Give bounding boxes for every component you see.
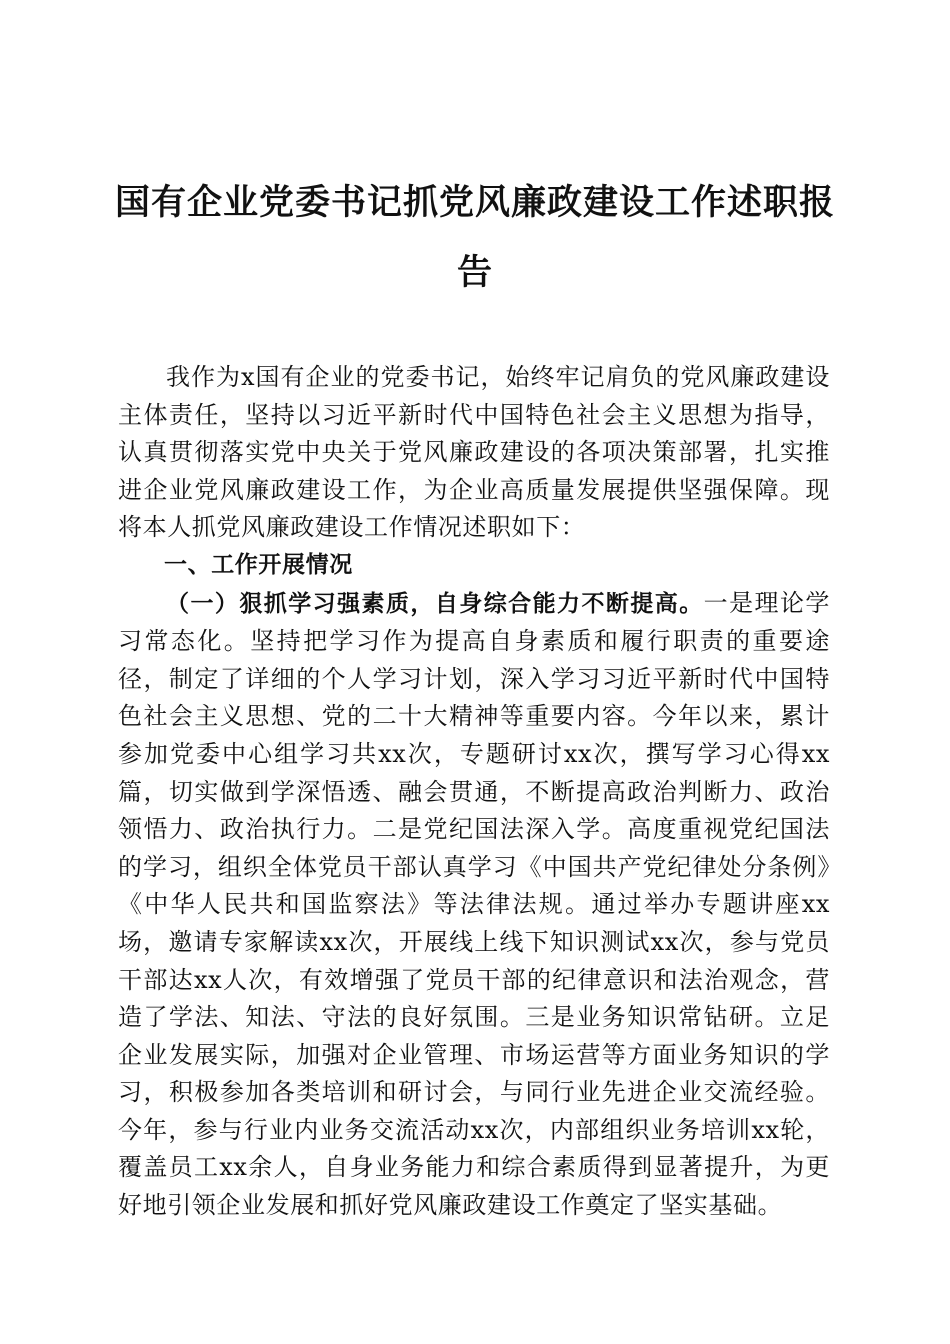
intro-paragraph: 我作为x国有企业的党委书记，始终牢记肩负的党风廉政建设主体责任，坚持以习近平新时代中国特色社会主义思想为指导，认真贯彻落实党中央关于党风廉政建设的各项决策部署，扎实推进企业党风廉政建设工作，为企业高质量发展提供坚强保障。现将本人抓党风廉政建设工作情况述职如下： (118, 363, 830, 542)
section-paragraph (118, 585, 830, 1225)
document-body (118, 359, 830, 1225)
subsection-heading: （一）狠抓学习强素质，自身综合能力不断提高。 (166, 590, 704, 617)
subsection-text: 一是理论学习常态化。坚持把学习作为提高自身素质和履行职责的重要途径，制定了详细的个人学习计划，深入学习习近平新时代中国特色社会主义思想、党的二十大精神等重要内容。今年以来，累计参加党委中心组学习共xx次，专题研讨xx次，撰写学习心得xx篇，切实做到学深悟透、融会贯通，不断提高政治判断力、政治领悟力、政治执行力。二是党纪国法深入学。高度重视党纪国法的学习，组织全体党员干部认真学习《中国共产党纪律处分条例》《中华人民共和国监察法》等法律法规。通过举办专题讲座xx场，邀请专家解读xx次，开展线上线下知识测试xx次，参与党员干部达xx人次，有效增强了党员干部的纪律意识和法治观念，营造了学法、知法、守法的良好氛围。三是业务知识常钻研。立足企业发展实际，加强对企业管理、市场运营等方面业务知识的学习，积极参加各类培训和研讨会，与同行业先进企业交流经验。今年，参与行业内业务交流活动xx次，内部组织业务培训xx轮，覆盖员工xx余人，自身业务能力和综合素质得到显著提升，为更好地引领企业发展和抓好党风廉政建设工作奠定了坚实基础。 (118, 588, 831, 1220)
section-heading: 一、工作开展情况 (164, 551, 353, 578)
document-title: 国有企业党委书记抓党风廉政建设工作述职报告 (114, 182, 835, 293)
